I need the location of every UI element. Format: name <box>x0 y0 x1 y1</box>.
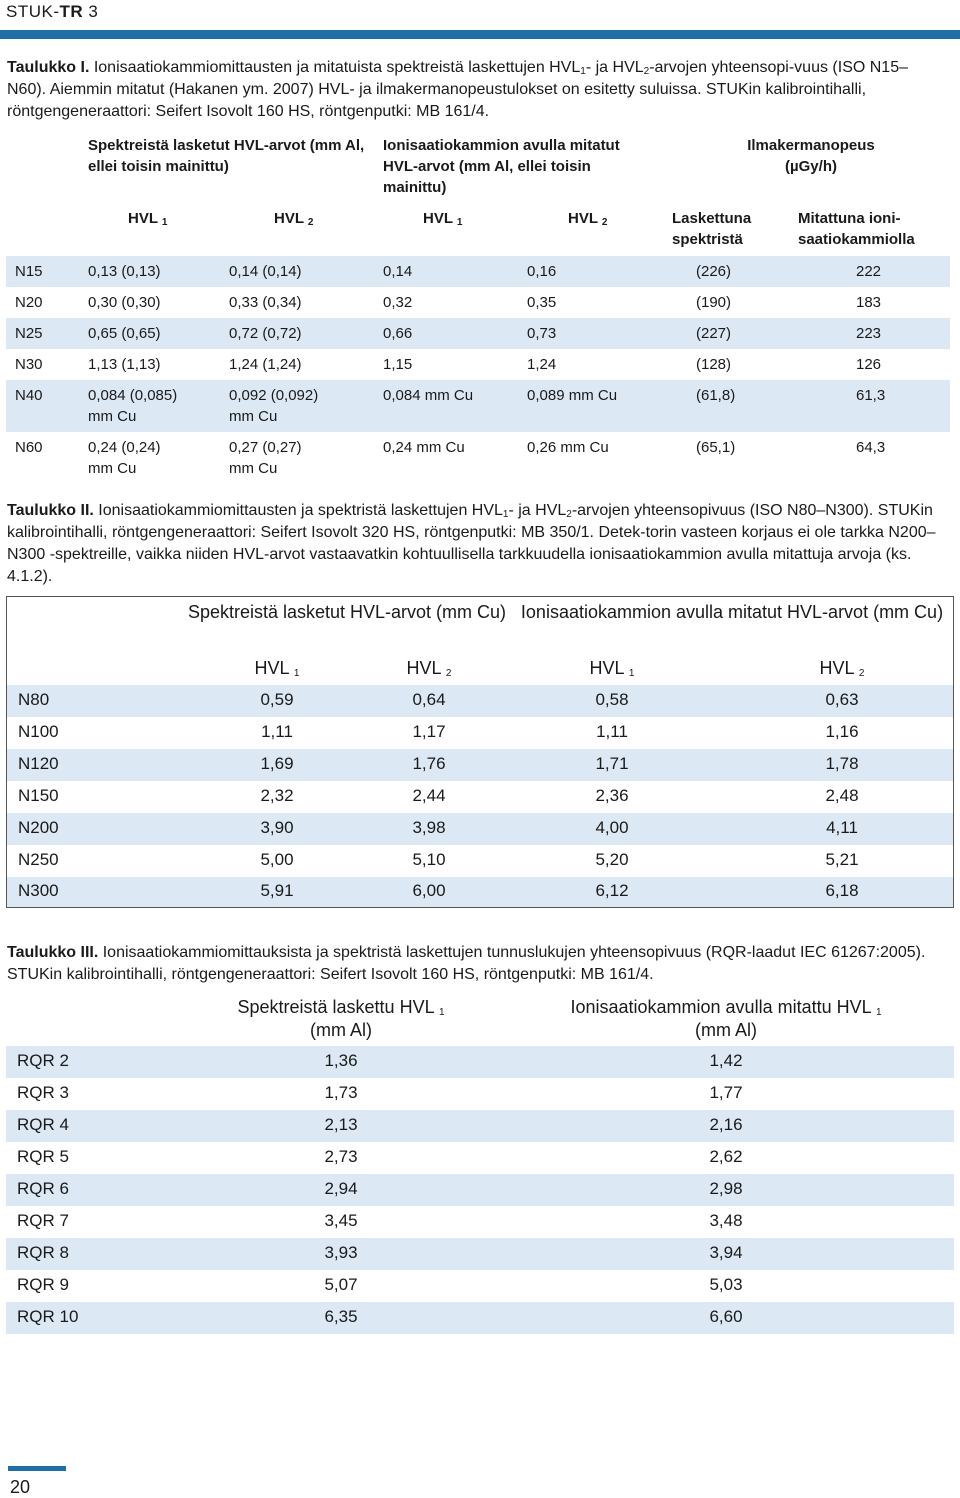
value-cell: 61,3 <box>856 387 886 404</box>
table2-sub-meas-hvl2: HVL $_2$ <box>819 658 865 679</box>
value-cell: 1,71 <box>595 754 629 773</box>
table-row <box>6 349 950 380</box>
table-row <box>6 1110 954 1142</box>
value-cell: 183 <box>856 294 882 311</box>
value-cell: 1,76 <box>412 754 446 773</box>
value-cell: 2,94 <box>324 1179 358 1198</box>
value-cell: (226) <box>696 263 732 280</box>
report-series-label: STUK-TR 3 <box>6 2 99 21</box>
value-cell: (227) <box>696 325 732 342</box>
value-cell: 6,12 <box>595 881 629 900</box>
value-cell: 2,16 <box>709 1115 743 1134</box>
quality-cell: RQR 7 <box>17 1211 69 1230</box>
value-cell: 4,11 <box>826 818 858 837</box>
value-cell: 1,77 <box>709 1083 743 1102</box>
value-cell: 1,15 <box>383 356 413 373</box>
unit-cell: mm Cu <box>88 408 137 425</box>
table-row <box>6 380 950 432</box>
table-row <box>6 1142 954 1174</box>
value-cell: 5,21 <box>825 850 859 869</box>
value-cell: 0,24 mm Cu <box>383 439 465 456</box>
value-cell: (190) <box>696 294 732 311</box>
quality-cell: N120 <box>18 754 59 773</box>
value-cell: 1,36 <box>324 1051 358 1070</box>
value-cell: 1,16 <box>825 722 859 741</box>
table2-header-measured: Ionisaatiokammion avulla mitatut HVL-arvot (mm Cu) <box>520 602 944 622</box>
value-cell: 5,91 <box>260 881 294 900</box>
value-cell: 3,93 <box>324 1243 358 1262</box>
table-row <box>6 1078 954 1110</box>
table2-sub-meas-hvl1: HVL $_1$ <box>589 658 635 679</box>
value-cell: 0,72 (0,72) <box>229 325 302 342</box>
value-cell: 0,092 (0,092) <box>229 387 319 404</box>
table-row <box>7 845 953 877</box>
value-cell: 0,24 (0,24) <box>88 439 161 456</box>
page-header <box>0 0 960 30</box>
value-cell: 0,30 (0,30) <box>88 294 161 311</box>
table1-sub-meas-hvl2: HVL $_2$ <box>568 210 608 228</box>
unit-cell: mm Cu <box>229 460 278 477</box>
value-cell: 0,64 <box>412 690 446 709</box>
table2-caption: Taulukko II. Ionisaatiokammiomittausten ja spektristä laskettujen $HVL_1-$ ja $HVL_2$-arvojen yhteensopivuus (ISO N80–N300). STUKin kalibrointihalli, röntgengeneraattori: Seifert Isovolt 320 HS, röntgenputki: MB 350/1. Detek-torin vasteen korjaus ei ole tarkka N200–N300 -spektreille, vaikka niiden HVL-arvot vastaavatkin kohtuullisella tarkkuudella ionisaatiokammion avulla mitattuja arvoja (ks. 4.1.2). <box>7 502 936 585</box>
table1-sub-calc-hvl1: HVL $_1$ <box>128 210 168 228</box>
value-cell: 5,20 <box>595 850 629 869</box>
value-cell: 0,73 <box>527 325 557 342</box>
quality-cell: N20 <box>15 294 43 311</box>
table1-sub-calc-hvl2: HVL $_2$ <box>274 210 314 228</box>
quality-cell: N300 <box>18 881 59 900</box>
value-cell: 64,3 <box>856 439 886 456</box>
value-cell: 6,00 <box>412 881 446 900</box>
value-cell: (65,1) <box>696 439 736 456</box>
value-cell: 6,60 <box>709 1307 743 1326</box>
value-cell: 3,90 <box>260 818 294 837</box>
value-cell: 2,44 <box>412 786 446 805</box>
quality-cell: RQR 5 <box>17 1147 69 1166</box>
value-cell: 0,26 mm Cu <box>527 439 609 456</box>
value-cell: 1,13 (1,13) <box>88 356 161 373</box>
table1-header-airkerma: Ilmakermanopeus (µGy/h) <box>747 137 875 175</box>
table-row <box>7 781 953 813</box>
value-cell: 0,58 <box>595 690 629 709</box>
table-row <box>6 318 950 349</box>
value-cell: 2,36 <box>595 786 629 805</box>
value-cell: 0,33 (0,34) <box>229 294 302 311</box>
quality-cell: N150 <box>18 786 59 805</box>
table-row <box>6 432 950 484</box>
quality-cell: N100 <box>18 722 59 741</box>
table1-sub-meas-hvl1: HVL $_1$ <box>423 210 463 228</box>
value-cell: 2,13 <box>324 1115 358 1134</box>
value-cell: 1,11 <box>261 722 293 741</box>
table1-header-calculated: Spektreistä lasketut HVL-arvot (mm Al, ellei toisin mainittu) <box>88 137 365 175</box>
value-cell: 1,69 <box>260 754 294 773</box>
value-cell: 0,63 <box>825 690 859 709</box>
value-cell: 5,07 <box>324 1275 358 1294</box>
value-cell: 0,32 <box>383 294 413 311</box>
header-rule <box>0 30 960 39</box>
value-cell: 3,94 <box>709 1243 743 1262</box>
table2-header-calculated: Spektreistä lasketut HVL-arvot (mm Cu) <box>187 602 507 622</box>
quality-cell: RQR 10 <box>17 1307 79 1326</box>
table1-header-measured: Ionisaatiokammion avulla mitatut HVL-arvot (mm Al, ellei toisin mainittu) <box>383 137 620 196</box>
quality-cell: RQR 6 <box>17 1179 69 1198</box>
quality-cell: N40 <box>15 387 43 404</box>
table2-sub-calc-hvl1: HVL $_1$ <box>254 658 300 679</box>
value-cell: 1,24 (1,24) <box>229 356 302 373</box>
value-cell: 3,48 <box>709 1211 743 1230</box>
value-cell: 222 <box>856 263 882 280</box>
value-cell: 1,17 <box>412 722 446 741</box>
value-cell: 3,45 <box>324 1211 358 1230</box>
table3-header-measured: Ionisaatiokammion avulla mitattu HVL $_1$ (mm Al) <box>570 997 882 1040</box>
table-row <box>7 813 953 845</box>
value-cell: 2,48 <box>825 786 859 805</box>
table-row <box>7 749 953 781</box>
value-cell: 5,00 <box>260 850 294 869</box>
value-cell: 0,65 (0,65) <box>88 325 161 342</box>
quality-cell: RQR 2 <box>17 1051 69 1070</box>
table-row <box>6 1046 954 1078</box>
quality-cell: N250 <box>18 850 59 869</box>
table1-sub-kerma-meas: Mitattuna ioni-saatiokammiolla <box>798 210 915 248</box>
quality-cell: RQR 4 <box>17 1115 69 1134</box>
value-cell: 1,24 <box>527 356 557 373</box>
value-cell: 0,66 <box>383 325 413 342</box>
table-row <box>6 256 950 287</box>
table1-sub-kerma-calc: Laskettuna spektristä <box>672 210 752 248</box>
table-row <box>6 1238 954 1270</box>
value-cell: 1,78 <box>825 754 859 773</box>
table-row <box>7 717 953 749</box>
value-cell: (61,8) <box>696 387 736 404</box>
value-cell: 0,13 (0,13) <box>88 263 161 280</box>
value-cell: 5,10 <box>412 850 446 869</box>
value-cell: 0,084 mm Cu <box>383 387 474 404</box>
value-cell: 2,98 <box>709 1179 743 1198</box>
value-cell: 2,73 <box>324 1147 358 1166</box>
value-cell: 1,73 <box>324 1083 358 1102</box>
value-cell: 6,18 <box>825 881 859 900</box>
value-cell: 223 <box>856 325 882 342</box>
value-cell: 126 <box>856 356 882 373</box>
quality-cell: N60 <box>15 439 43 456</box>
quality-cell: N30 <box>15 356 43 373</box>
value-cell: 6,35 <box>324 1307 358 1326</box>
value-cell: 0,59 <box>260 690 294 709</box>
value-cell: 2,32 <box>260 786 294 805</box>
value-cell: 1,42 <box>709 1051 743 1070</box>
table3-header-calculated: Spektreistä laskettu HVL $_1$ (mm Al) <box>237 997 445 1040</box>
table3-caption: Taulukko III. Ionisaatiokammiomittauksista ja spektristä laskettujen tunnuslukujen yhteensopivuus (RQR-laadut IEC 61267:2005). STUKin kalibrointihalli, röntgengeneraattori: Seifert Isovolt 160 HS, röntgenputki: MB 161/4. <box>7 944 926 983</box>
table-row <box>7 877 953 907</box>
unit-cell: mm Cu <box>88 460 137 477</box>
value-cell: 0,27 (0,27) <box>229 439 302 456</box>
footer-rule <box>8 1466 66 1471</box>
quality-cell: N15 <box>15 263 43 280</box>
quality-cell: RQR 8 <box>17 1243 69 1262</box>
value-cell: 3,98 <box>412 818 446 837</box>
table2 <box>6 596 954 908</box>
quality-cell: N200 <box>18 818 59 837</box>
table-row <box>6 287 950 318</box>
quality-cell: RQR 9 <box>17 1275 69 1294</box>
quality-cell: RQR 3 <box>17 1083 69 1102</box>
page-number: 20 <box>10 1477 31 1497</box>
quality-cell: N25 <box>15 325 43 342</box>
value-cell: 1,11 <box>596 722 628 741</box>
quality-cell: N80 <box>18 690 50 709</box>
value-cell: 0,089 mm Cu <box>527 387 618 404</box>
value-cell: 0,16 <box>527 263 557 280</box>
table-row <box>6 1206 954 1238</box>
value-cell: 2,62 <box>709 1147 743 1166</box>
value-cell: (128) <box>696 356 732 373</box>
table-row <box>7 685 953 717</box>
table-row <box>6 1302 954 1334</box>
value-cell: 0,14 (0,14) <box>229 263 302 280</box>
table2-sub-calc-hvl2: HVL $_2$ <box>406 658 452 679</box>
table1-caption: Taulukko I. Ionisaatiokammiomittausten ja mitatuista spektreistä laskettujen $HVL_1-$ ja $HVL_2$-arvojen yhteensopi-vuus (ISO N15–N60). Aiemmin mitatut (Hakanen ym. 2007) HVL- ja ilmakermanopeustulokset on esitetty suluissa. STUKin kalibrointihalli, röntgengeneraattori: Seifert Isovolt 160 HS, röntgenputki: MB 161/4. <box>7 59 908 120</box>
unit-cell: mm Cu <box>229 408 278 425</box>
table-row <box>6 1270 954 1302</box>
table-row <box>6 1174 954 1206</box>
value-cell: 4,00 <box>595 818 629 837</box>
value-cell: 0,35 <box>527 294 557 311</box>
value-cell: 5,03 <box>709 1275 743 1294</box>
value-cell: 0,14 <box>383 263 413 280</box>
value-cell: 0,084 (0,085) <box>88 387 178 404</box>
